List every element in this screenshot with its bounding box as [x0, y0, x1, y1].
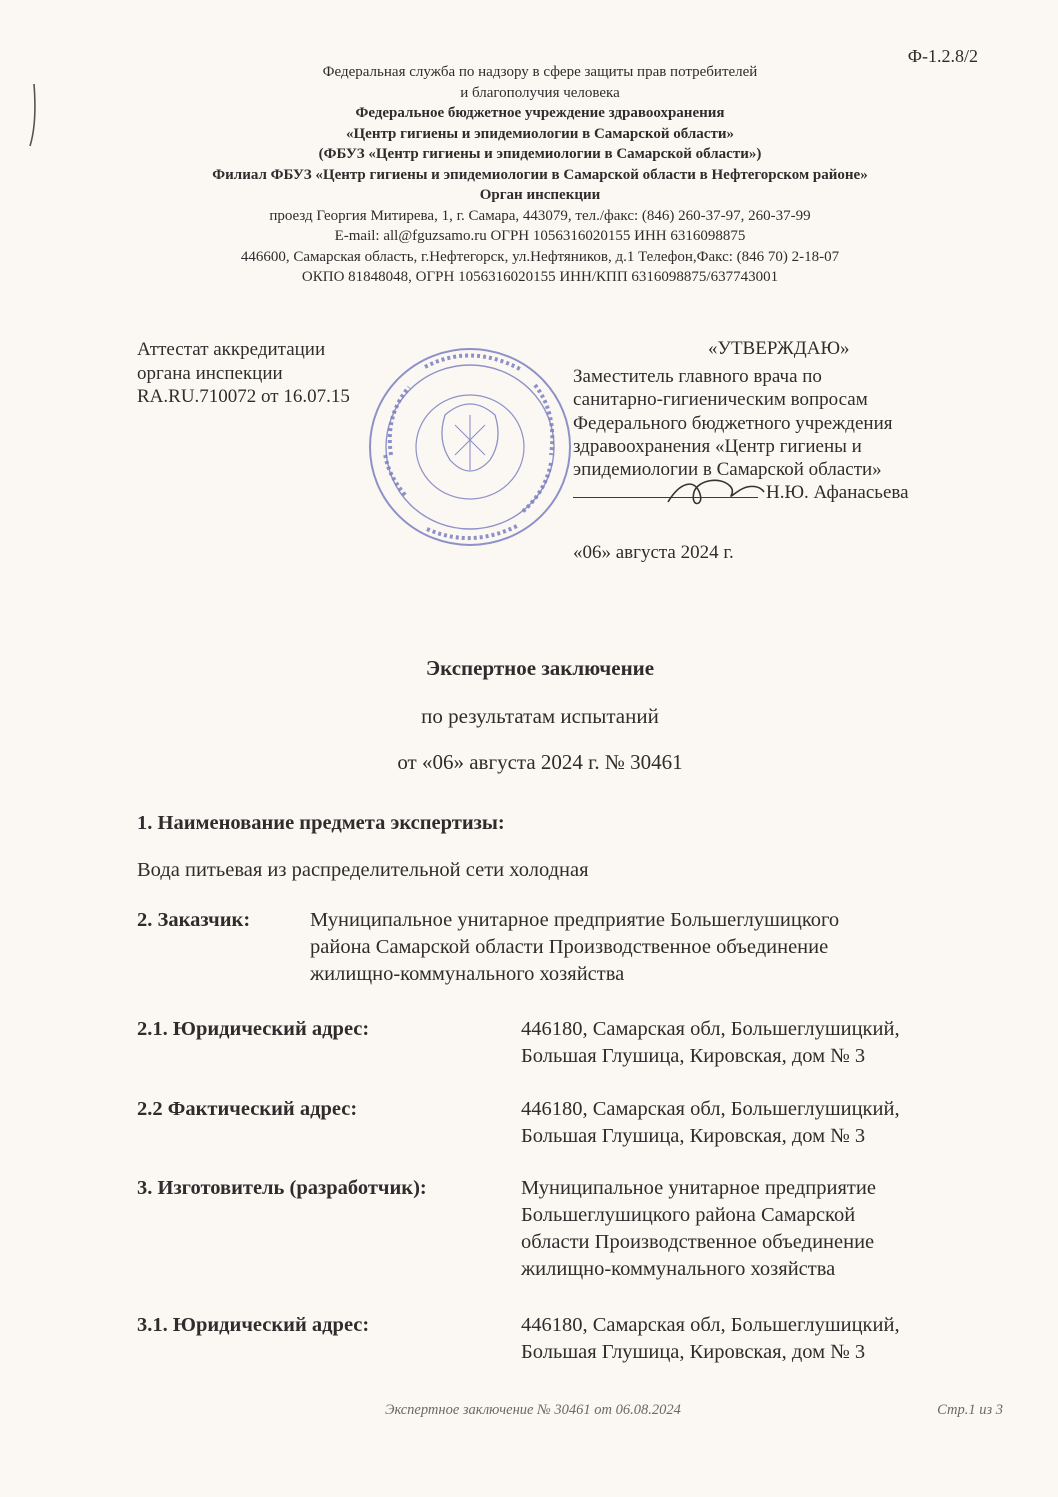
accreditation-line: органа инспекции	[137, 362, 283, 384]
accreditation-line: Аттестат аккредитации	[137, 339, 326, 360]
approval-line: здравоохранения «Центр гигиены и	[573, 435, 862, 457]
document-title: Экспертное заключение	[425, 656, 655, 680]
signer-name: Н.Ю. Афанасьева	[766, 482, 909, 504]
header-line: Федеральное бюджетное учреждение здравоохранения	[355, 105, 725, 121]
accreditation-block	[137, 338, 350, 409]
approval-date: «06» августа 2024 г.	[573, 542, 734, 563]
value-line: Большая Глушица, Кировская, дом № 3	[521, 1125, 866, 1147]
header-line: (ФБУЗ «Центр гигиены и эпидемиологии в Самарской области»)	[318, 146, 762, 162]
value-line: области Производственное объединение	[521, 1231, 875, 1253]
letterhead	[0, 62, 1058, 288]
approval-line: Заместитель главного врача по	[573, 366, 822, 387]
header-line: Орган инспекции	[479, 187, 601, 203]
header-line: «Центр гигиены и эпидемиологии в Самарской области»	[346, 125, 734, 142]
footer-document-ref: Экспертное заключение № 30461 от 06.08.2024	[385, 1402, 681, 1418]
value-line: Муниципальное унитарное предприятие Большеглушицкого	[310, 909, 840, 931]
accreditation-line: RA.RU.710072 от 16.07.15	[137, 386, 350, 407]
form-code: Ф-1.2.8/2	[907, 46, 978, 66]
header-line: и благополучия человека	[460, 84, 620, 101]
approval-heading: «УТВЕРЖДАЮ»	[708, 338, 850, 359]
value-line: Большая Глушица, Кировская, дом № 3	[521, 1341, 866, 1363]
section-1-label: 1. Наименование предмета экспертизы:	[137, 812, 505, 834]
section-2-1-value	[521, 1016, 900, 1070]
page-number: Стр.1 из 3	[937, 1402, 1003, 1418]
value-line: жилищно-коммунального хозяйства	[310, 963, 625, 985]
section-2-2-label: 2.2 Фактический адрес:	[137, 1098, 358, 1120]
value-line: Большеглушицкого района Самарской	[521, 1204, 856, 1226]
section-3-1-label: 3.1. Юридический адрес:	[137, 1314, 370, 1336]
value-line: Большая Глушица, Кировская, дом № 3	[521, 1045, 866, 1067]
approval-line: санитарно-гигиеническим вопросам	[573, 389, 868, 411]
section-2-2-value	[521, 1096, 900, 1150]
section-3-1-value	[521, 1312, 900, 1366]
document-subtitle: по результатам испытаний	[421, 704, 659, 728]
section-3-label: 3. Изготовитель (разработчик):	[137, 1177, 427, 1199]
value-line: 446180, Самарская обл, Большеглушицкий,	[521, 1098, 900, 1120]
value-line: района Самарской области Производственное объединение	[310, 936, 829, 958]
section-2-1-label: 2.1. Юридический адрес:	[137, 1018, 370, 1040]
header-line: E-mail: all@fguzsamo.ru ОГРН 1056316020155 ИНН 6316098875	[334, 228, 746, 244]
header-line: проезд Георгия Митирева, 1, г. Самара, 443079, тел./факс: (846) 260-37-97, 260-37-99	[269, 207, 811, 224]
section-2-label: 2. Заказчик:	[137, 909, 251, 931]
approval-line: Федерального бюджетного учреждения	[573, 412, 893, 434]
value-line: 446180, Самарская обл, Большеглушицкий,	[521, 1314, 900, 1336]
approval-line: эпидемиологии в Самарской области»	[573, 459, 882, 481]
section-3-value	[521, 1175, 876, 1283]
handwritten-signature	[660, 472, 770, 512]
document-number-date: от «06» августа 2024 г. № 30461	[397, 750, 683, 774]
header-line: ОКПО 81848048, ОГРН 1056316020155 ИНН/КПП 6316098875/637743001	[301, 269, 779, 285]
value-line: жилищно-коммунального хозяйства	[521, 1258, 836, 1280]
section-2-value	[310, 907, 839, 988]
header-line: 446600, Самарская область, г.Нефтегорск, ул.Нефтяников, д.1 Телефон,Факс: (846 70) 2-18-07	[240, 248, 840, 265]
section-1-value: Вода питьевая из распределительной сети холодная	[137, 859, 589, 881]
value-line: 446180, Самарская обл, Большеглушицкий,	[521, 1018, 900, 1040]
header-line: Федеральная служба по надзору в сфере защиты прав потребителей	[322, 64, 758, 80]
header-line: Филиал ФБУЗ «Центр гигиены и эпидемиологии в Самарской области в Нефтегорском районе»	[212, 166, 868, 183]
value-line: Муниципальное унитарное предприятие	[521, 1177, 876, 1199]
round-stamp	[365, 345, 575, 550]
